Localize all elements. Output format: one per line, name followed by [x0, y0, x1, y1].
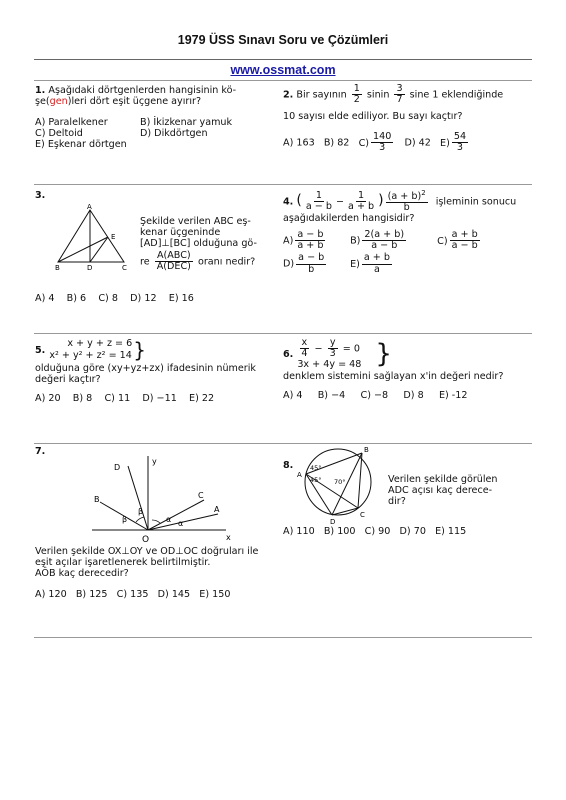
question-text: değeri kaçtır? [35, 373, 101, 385]
option[interactable]: E) 16 [168, 293, 194, 304]
svg-text:E: E [111, 233, 116, 241]
option[interactable]: E) Eşkenar dörtgen [35, 139, 127, 150]
option[interactable]: C) $\frac{140}{3}$ [358, 131, 392, 154]
angle-figure [86, 452, 236, 547]
option[interactable]: D) Dikdörtgen [140, 128, 208, 139]
option[interactable]: C) 135 [116, 589, 149, 600]
option[interactable]: A) 4 [283, 389, 303, 401]
option[interactable]: D) $\frac{a - b}{b}$ [283, 252, 325, 275]
option[interactable]: A) 4 [35, 293, 55, 304]
question-text: Aşağıdaki dörtgenlerden hangisinin kö- [48, 85, 237, 96]
question-number: 1. [35, 85, 46, 96]
question-text: Verilen şekilde görülen [388, 474, 498, 485]
option[interactable]: E) 22 [189, 392, 215, 404]
svg-text:β: β [122, 515, 128, 524]
question-text: Verilen şekilde OX⊥OY ve OD⊥OC doğruları ile [35, 546, 259, 557]
page-title: 1979 ÜSS Sınavı Soru ve Çözümleri [177, 33, 389, 47]
divider [34, 184, 532, 185]
question-text: Şekilde verilen ABC eş- [140, 216, 251, 227]
option[interactable]: B) 6 [66, 293, 87, 304]
svg-text:α: α [178, 519, 184, 528]
question-4 [283, 190, 533, 275]
option[interactable]: C) Deltoid [35, 128, 83, 139]
divider [34, 443, 532, 444]
svg-text:45°: 45° [310, 476, 322, 484]
svg-text:A: A [297, 471, 302, 479]
question-1 [35, 85, 275, 150]
options [283, 390, 533, 401]
option[interactable]: A) 110 [283, 526, 315, 537]
svg-text:A: A [214, 505, 220, 514]
option[interactable]: D) −11 [142, 392, 177, 404]
question-number: 7. [35, 446, 46, 457]
highlight-text: gen [49, 96, 68, 107]
svg-text:A: A [87, 203, 92, 211]
option[interactable]: B) $\frac{2(a + b)}{a - b}$ [350, 229, 405, 252]
options [35, 293, 194, 304]
options [35, 589, 280, 600]
divider [34, 80, 532, 81]
question-number: 3. [35, 190, 46, 201]
question-8 [388, 474, 528, 507]
option[interactable]: E) $\frac{54}{3}$ [440, 131, 467, 154]
question-5: 5. x + y + z = 6 x² + y² + z² = 14 } olduğuna göre (xy+yz+zx) ifadesinin nümerik değeri kaçtır? A) 20 B) 8 C) 11 D) −11 E) 22 [35, 338, 280, 404]
option[interactable]: C) 8 [98, 293, 118, 304]
divider [34, 59, 532, 60]
option[interactable]: D) 42 [404, 137, 431, 149]
divider [34, 333, 532, 334]
question-text: re $\frac{\text{A(ABC)}}{\text{A(DEC)}}$ oranı nedir? [140, 250, 256, 273]
question-text: şe(gen)leri dört eşit üçgene ayırır? [35, 96, 202, 107]
question-6: 6. $\frac{x}{4}$ − $\frac{y}{3}$ = 0 3x + 4y = 48 } denklem sistemini sağlayan x'in değeri nedir? A) 4 B) −4 C) −8 D) 8 E) -12 [283, 338, 533, 401]
option[interactable]: A) 163 [283, 137, 315, 149]
option[interactable]: D) 70 [399, 526, 426, 537]
question-text: olduğuna göre (xy+yz+zx) ifadesinin nümerik [35, 362, 256, 374]
option[interactable]: B) 125 [75, 589, 108, 600]
options [283, 526, 466, 537]
options [35, 393, 280, 404]
option[interactable]: A) 120 [35, 589, 67, 600]
option[interactable]: B) İkizkenar yamuk [140, 117, 233, 128]
question-text: [AD]⊥[BC] olduğuna gö- [140, 238, 257, 249]
divider [34, 637, 532, 638]
svg-text:C: C [122, 264, 127, 272]
svg-text:45°: 45° [310, 464, 322, 472]
svg-text:B: B [55, 264, 60, 272]
option[interactable]: C) −8 [360, 389, 389, 401]
svg-text:70°: 70° [334, 478, 346, 486]
question-text: 4. ( $\frac{1}{a - b}$ − $\frac{1}{a + b}$ ) $\frac{(a + b)^2}{b}$ işleminin sonucu [283, 189, 517, 214]
question-text: dir? [388, 496, 406, 507]
svg-text:D: D [87, 264, 93, 272]
svg-text:y: y [152, 457, 157, 466]
option[interactable]: E) 115 [435, 526, 467, 537]
option[interactable]: E) 150 [199, 589, 231, 600]
triangle-figure [52, 204, 132, 274]
option[interactable]: C) 90 [364, 526, 391, 537]
option[interactable]: D) 145 [157, 589, 191, 600]
question-text: kenar üçgeninde [140, 227, 221, 238]
question-text: 10 sayısı elde ediliyor. Bu sayı kaçtır? [283, 111, 463, 123]
option[interactable]: B) −4 [317, 389, 346, 401]
question-text: denklem sistemini sağlayan x'in değeri nedir? [283, 370, 504, 382]
svg-text:B: B [364, 446, 369, 454]
svg-text:β: β [138, 507, 144, 516]
option[interactable]: B) 100 [323, 526, 356, 537]
option[interactable]: A) 20 [35, 392, 61, 404]
question-3 [140, 216, 280, 272]
question-text: eşit açılar işaretlenerek belirtilmiştir. [35, 557, 211, 568]
option[interactable]: A) Paralelkener [35, 117, 108, 128]
svg-text:D: D [330, 518, 336, 526]
svg-text:D: D [114, 463, 121, 472]
circle-figure [292, 444, 384, 526]
option[interactable]: B) 82 [323, 137, 350, 149]
svg-text:x: x [226, 533, 231, 542]
site-link[interactable]: www.ossmat.com [230, 63, 336, 77]
svg-text:α: α [166, 515, 172, 524]
option[interactable]: E) $\frac{a + b}{a}$ [350, 252, 390, 275]
option[interactable]: E) -12 [438, 389, 468, 401]
question-text: ADC açısı kaç derece- [388, 485, 493, 496]
option[interactable]: A) $\frac{a - b}{a + b}$ [283, 229, 324, 252]
question-7 [35, 546, 280, 600]
question-text: aşağıdakilerden hangisidir? [283, 213, 415, 225]
option[interactable]: C) $\frac{a + b}{a - b}$ [437, 229, 478, 252]
question-2 [283, 84, 533, 153]
svg-text:B: B [94, 495, 100, 504]
option[interactable]: D) 12 [130, 293, 157, 304]
question-text: 2. Bir sayının $\frac{1}{2}$ sinin $\frac{3}{7}$ sine 1 eklendiğinde [283, 83, 504, 106]
question-number: 8. [283, 460, 294, 471]
options [283, 230, 533, 251]
svg-text:C: C [360, 511, 365, 519]
option[interactable]: D) 8 [403, 389, 424, 401]
option[interactable]: C) 11 [104, 392, 131, 404]
options [35, 117, 275, 128]
option[interactable]: B) 8 [72, 392, 93, 404]
options [283, 132, 533, 153]
question-text: AÔB kaç derecedir? [35, 568, 129, 579]
svg-text:O: O [142, 535, 150, 545]
svg-text:C: C [198, 491, 204, 500]
